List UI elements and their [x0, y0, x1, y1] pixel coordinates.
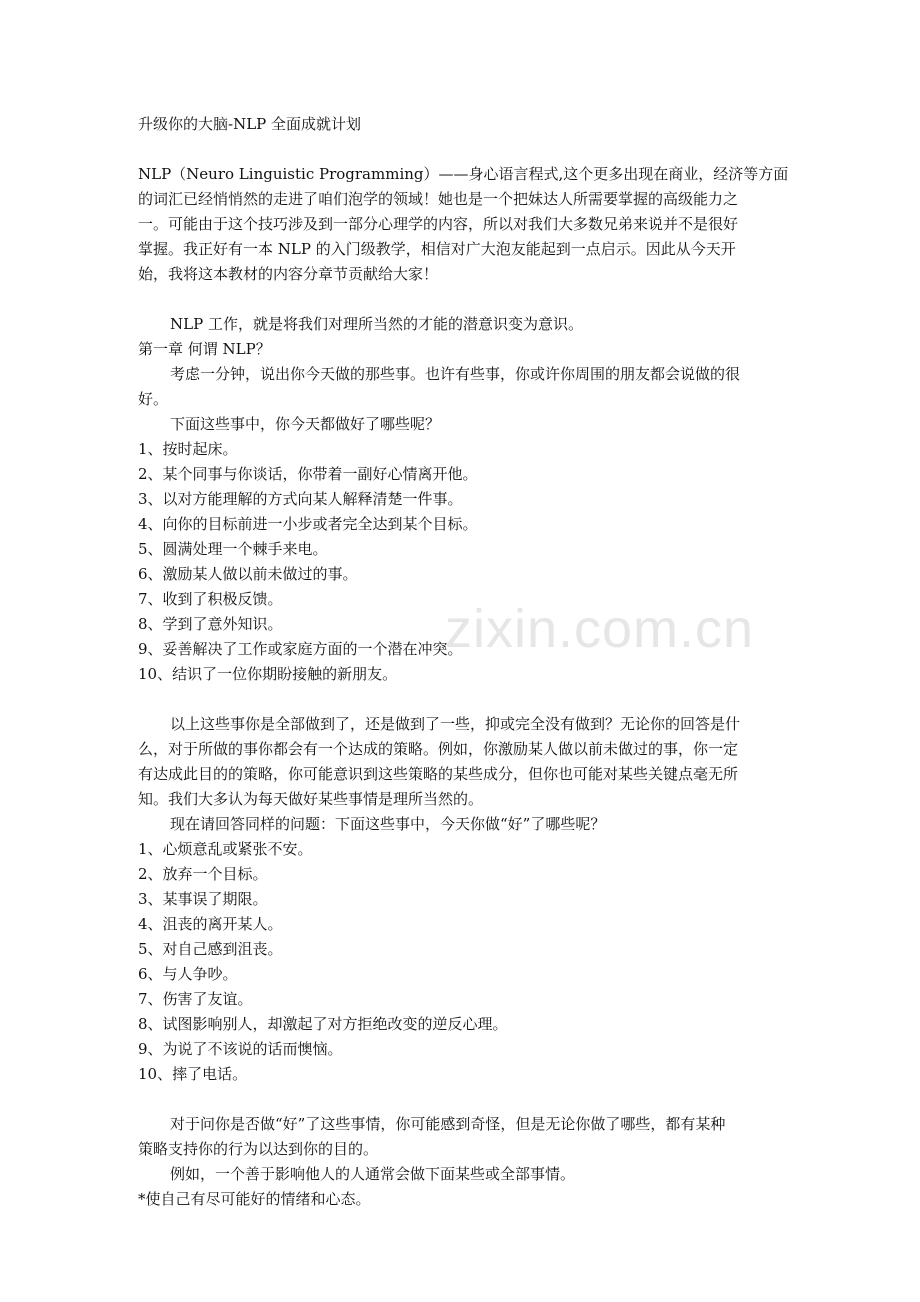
list-item: 5、圆满处理一个棘手来电。: [138, 540, 328, 558]
strategy-line: 么，对于所做的事你都会有一个达成的策略。例如，你激励某人做以前未做过的事，你一定: [138, 740, 739, 758]
list-item: 9、妥善解决了工作或家庭方面的一个潜在冲突。: [138, 640, 463, 658]
document-title: 升级你的大脑-NLP 全面成就计划: [138, 115, 362, 133]
list-item: 3、以对方能理解的方式向某人解释清楚一件事。: [138, 490, 463, 508]
list-item: 2、放弃一个目标。: [138, 865, 268, 883]
list-item: 8、试图影响别人，却激起了对方拒绝改变的逆反心理。: [138, 1015, 508, 1033]
nlp-work-statement: NLP 工作，就是将我们对理所当然的才能的潜意识变为意识。: [170, 315, 583, 333]
good-things-list: [138, 437, 794, 687]
list-item: 6、与人争吵。: [138, 965, 238, 983]
list-item: 1、按时起床。: [138, 440, 238, 458]
blank-line: [138, 287, 794, 312]
list-item: 10、结识了一位你期盼接触的新朋友。: [138, 665, 398, 683]
example-sentence: 例如，一个善于影响他人的人通常会做下面某些或全部事情。: [170, 1165, 576, 1183]
list-item: 2、某个同事与你谈话，你带着一副好心情离开他。: [138, 465, 478, 483]
conclusion-paragraph: [138, 1112, 794, 1162]
document-page: [138, 112, 794, 1212]
list-item: 6、激励某人做以前未做过的事。: [138, 565, 358, 583]
intro-paragraph: [138, 162, 794, 287]
conclusion-line: 策略支持你的行为以达到你的目的。: [138, 1140, 379, 1158]
list-item: 5、对自己感到沮丧。: [138, 940, 283, 958]
consider-paragraph: [138, 362, 794, 412]
list-item: 4、向你的目标前进一小步或者完全达到某个目标。: [138, 515, 478, 533]
list-item: 3、某事误了期限。: [138, 890, 268, 908]
strategy-line: 有达成此目的的策略，你可能意识到这些策略的某些成分，但你也可能对某些关键点毫无所: [138, 765, 739, 783]
conclusion-line: 对于问你是否做“好”了这些事情，你可能感到奇怪，但是无论你做了哪些，都有某种: [170, 1115, 726, 1133]
list-item: 9、为说了不该说的话而懊恼。: [138, 1040, 343, 1058]
intro-line: 的词汇已经悄悄然的走进了咱们泡学的领域！她也是一个把妹达人所需要掌握的高级能力之: [138, 190, 739, 208]
intro-line: 掌握。我正好有一本 NLP 的入门级教学，相信对广大泡友能起到一点启示。因此从今天开: [138, 240, 736, 258]
bullet-item: *使自己有尽可能好的情绪和心态。: [138, 1190, 371, 1208]
list-item: 8、学到了意外知识。: [138, 615, 283, 633]
bad-things-list: [138, 837, 794, 1087]
chapter-heading: 第一章 何谓 NLP？: [138, 340, 271, 358]
blank-line: [138, 687, 794, 712]
list-item: 10、摔了电话。: [138, 1065, 248, 1083]
list-item: 1、心烦意乱或紧张不安。: [138, 840, 313, 858]
question-two: 现在请回答同样的问题：下面这些事中，今天你做“好”了哪些呢？: [170, 815, 606, 833]
list-item: 7、收到了积极反馈。: [138, 590, 283, 608]
list-item: 4、沮丧的离开某人。: [138, 915, 283, 933]
intro-line: 一。可能由于这个技巧涉及到一部分心理学的内容，所以对我们大多数兄弟来说并不是很好: [138, 215, 739, 233]
strategy-line: 以上这些事你是全部做到了，还是做到了一些，抑或完全没有做到？无论你的回答是什: [170, 715, 741, 733]
intro-line: 始，我将这本教材的内容分章节贡献给大家！: [138, 265, 439, 283]
intro-line: NLP（Neuro Linguistic Programming）——身心语言程式,这个更多出现在商业，经济等方面: [138, 165, 789, 183]
consider-line: 考虑一分钟，说出你今天做的那些事。也许有些事，你或许你周围的朋友都会说做的很: [170, 365, 741, 383]
strategy-line: 知。我们大多认为每天做好某些事情是理所当然的。: [138, 790, 484, 808]
question-one: 下面这些事中，你今天都做好了哪些呢？: [170, 415, 441, 433]
consider-line: 好。: [138, 390, 169, 408]
strategy-paragraph: [138, 712, 794, 812]
blank-line: [138, 1087, 794, 1112]
list-item: 7、伤害了友谊。: [138, 990, 253, 1008]
watermark: zixin.com.cn: [445, 599, 755, 659]
